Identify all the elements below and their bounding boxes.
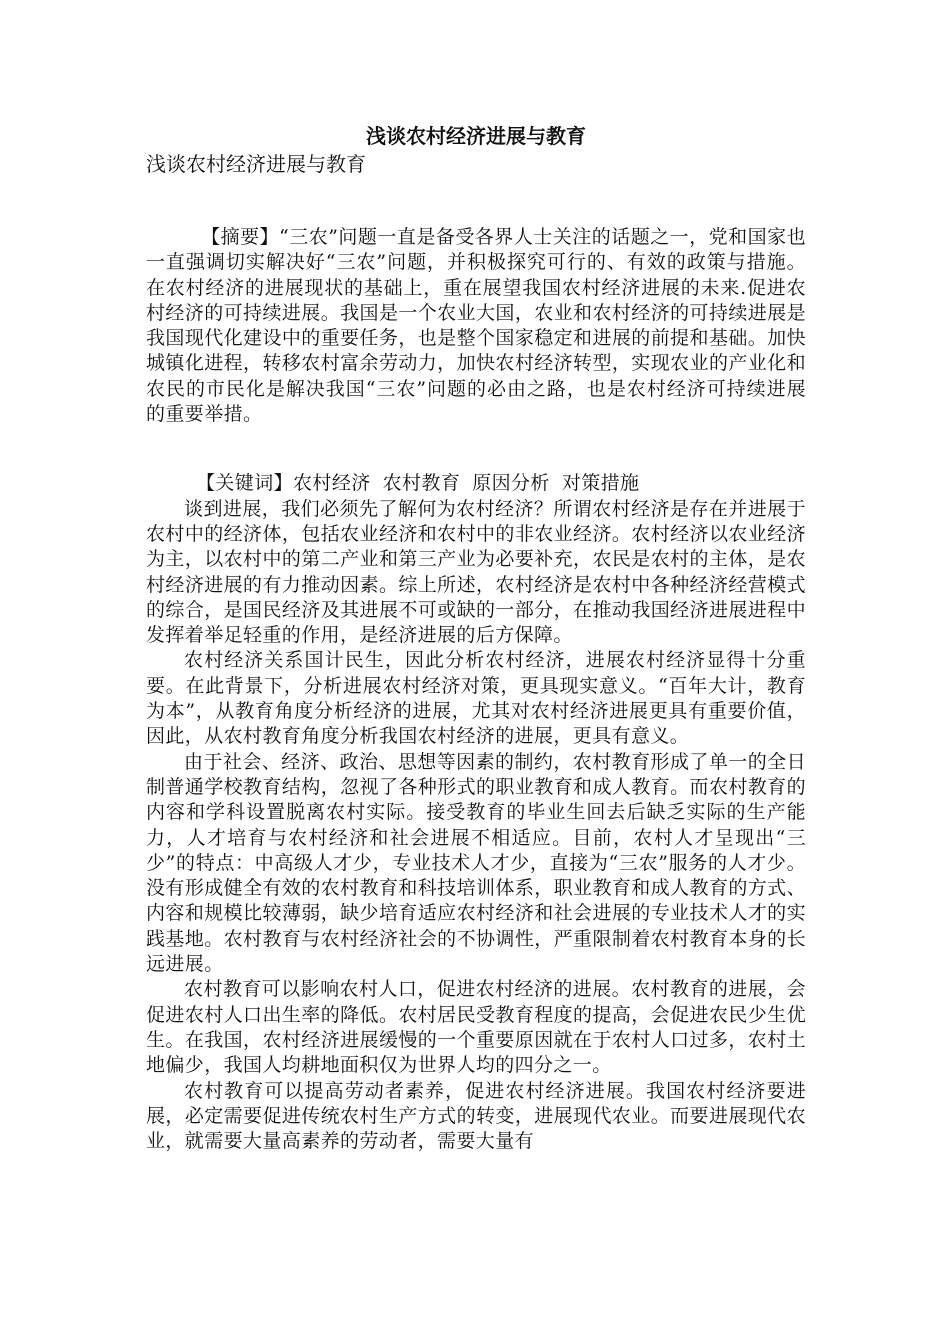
abstract-paragraph: 【摘要】“三农”问题一直是备受各界人士关注的话题之一，党和国家也一直强调切实解决好“三农”问题，并积极探究可行的、有效的政策与措施。在农村经济的进展现状的基础上，重在展望我国农村经济进展的未来.促进农村经济的可持续进展。我国是一个农业大国，农业和农村经济的可持续进展是我国现代化建设中的重要任务，也是整个国家稳定和进展的前提和基础。加快城镇化进程，转移农村富余劳动力，加快农村经济转型，实现农业的产业化和农民的市民化是解决我国“三农”问题的必由之路，也是农村经济可持续进展的重要举措。 (146, 226, 806, 426)
body-paragraph: 农村经济关系国计民生，因此分析农村经济，进展农村经济显得十分重要。在此背景下，分析进展农村经济对策，更具现实意义。“百年大计，教育为本”，从教育角度分析经济的进展，尤其对农村经济进展更具有重要价值，因此，从农村教育角度分析我国农村经济的进展，更具有意义。 (146, 649, 806, 748)
body-paragraph: 由于社会、经济、政治、思想等因素的制约，农村教育形成了单一的全日制普通学校教育结构，忽视了各种形式的职业教育和成人教育。而农村教育的内容和学科设置脱离农村实际。接受教育的毕业生回去后缺乏实际的生产能力，人才培育与农村经济和社会进展不相适应。目前，农村人才呈现出“三少”的特点：中高级人才少，专业技术人才少，直接为“三农”服务的人才少。没有形成健全有效的农村教育和科技培训体系，职业教育和成人教育的方式、内容和规模比较薄弱，缺少培育适应农村经济和社会进展的专业技术人才的实践基地。农村教育与农村经济社会的不协调性，严重限制着农村教育本身的长远进展。 (146, 750, 806, 976)
document-body (146, 122, 806, 1154)
document-subtitle: 浅谈农村经济进展与教育 (146, 152, 366, 176)
keyword: 农村教育 (382, 472, 461, 495)
keyword: 农村经济 (293, 472, 371, 495)
body-paragraph: 谈到进展，我们必须先了解何为农村经济？所谓农村经济是存在并进展于农村中的经济体，包括农业经济和农村中的非农业经济。农村经济以农业经济为主，以农村中的第二产业和第三产业为必要补充，农民是农村的主体，是农村经济进展的有力推动因素。综上所述，农村经济是农村中各种经济经营模式的综合，是国民经济及其进展不可或缺的一部分，在推动我国经济进展进程中发挥着举足轻重的作用，是经济进展的后方保障。 (146, 497, 806, 647)
body-paragraph: 农村教育可以提高劳动者素养，促进农村经济进展。我国农村经济要进展，必定需要促进传统农村生产方式的转变，进展现代农业。而要进展现代农业，就需要大量高素养的劳动者，需要大量有 (146, 1079, 806, 1153)
keyword: 原因分析 (472, 472, 550, 495)
spacer (146, 177, 806, 225)
document-title: 浅谈农村经济进展与教育 (366, 124, 586, 148)
keyword: 对策措施 (561, 472, 640, 495)
keywords-label: 【关键词】 (196, 472, 294, 495)
body-paragraph: 农村教育可以影响农村人口，促进农村经济的进展。农村教育的进展，会促进农村人口出生率的降低。农村居民受教育程度的提高，会促进农民少生优生。在我国，农村经济进展缓慢的一个重要原因就在于农村人口过多，农村土地偏少，我国人均耕地面积仅为世界人均的四分之一。 (146, 978, 806, 1077)
spacer (146, 427, 806, 471)
keywords-line (146, 471, 806, 496)
